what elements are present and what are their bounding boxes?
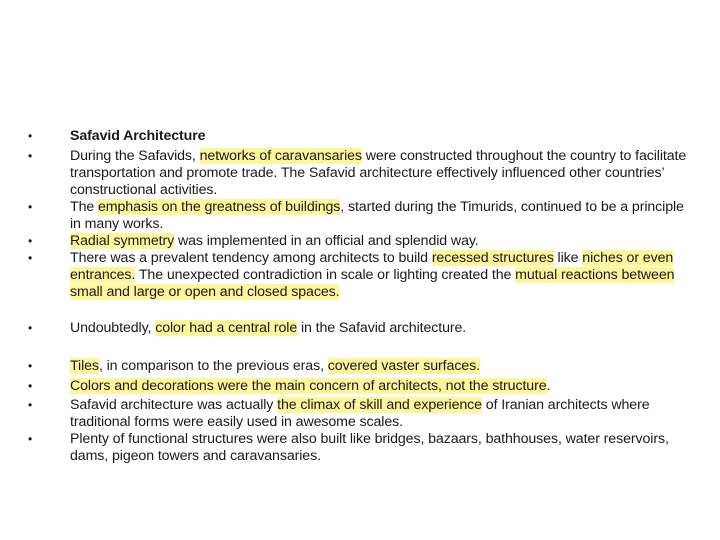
paragraph (70, 199, 690, 233)
text-run: like (553, 250, 583, 266)
paragraph (70, 358, 690, 375)
paragraph (70, 148, 690, 199)
bullet-dot: • (28, 379, 33, 393)
paragraph (70, 320, 690, 337)
text-run: There was a prevalent tendency among architects to build (70, 250, 432, 266)
bullet-dot: • (28, 129, 33, 143)
bullet-dot: • (28, 234, 33, 248)
text-run: of Iranian architects where traditional forms were easily used in awesome scales. (70, 397, 650, 430)
slide-title: Safavid Architecture (70, 128, 206, 144)
text-run: was implemented in an official and splendid way. (174, 233, 479, 249)
bullet-dot: • (28, 251, 33, 265)
highlighted-text: covered vaster surfaces. (327, 358, 480, 374)
bullet-dot: • (28, 398, 33, 412)
highlighted-text: Colors and decorations were the main concern of architects, not the structure (70, 378, 547, 394)
text-run: The (70, 199, 98, 215)
highlighted-text: Tiles (70, 358, 99, 374)
bullet-dot: • (28, 149, 33, 163)
paragraph (70, 397, 690, 431)
highlighted-text: recessed structures (431, 250, 554, 266)
text-run: Plenty of functional structures were also built like bridges, bazaars, bathhouses, water reservoirs, dams, pigeon towers and caravansaries. (70, 431, 669, 464)
text-run: The unexpected contradiction in scale or lighting created the (135, 267, 516, 283)
text-run: During the Safavids, (70, 148, 200, 164)
highlighted-text: emphasis on the greatness of buildings (98, 199, 341, 215)
text-run: Undoubtedly, (70, 320, 156, 336)
text-run: were constructed throughout the country to facilitate transportation and promote trade. The Safavid architecture effectively influenced other countries’ constructional activities. (70, 148, 687, 198)
text-run: . (546, 378, 551, 394)
bullet-dot: • (28, 321, 33, 335)
bullet-dot: • (28, 359, 33, 373)
highlighted-text: networks of caravansaries (199, 148, 362, 164)
text-run: , in comparison to the previous eras, (98, 358, 328, 374)
text-run: Safavid architecture was actually (70, 397, 278, 413)
paragraph (70, 250, 690, 301)
highlighted-text: Radial symmetry (70, 233, 175, 249)
paragraph (70, 431, 690, 465)
highlighted-text: color had a central role (155, 320, 298, 336)
highlighted-text: mutual reactions between small and large or open and closed spaces. (70, 267, 675, 300)
highlighted-text: niches or even entrances. (70, 250, 674, 283)
bullet-dot: • (28, 200, 33, 214)
bullet-dot: • (28, 432, 33, 446)
highlighted-text: the climax of skill and experience (277, 397, 482, 413)
text-run: in the Safavid architecture. (297, 320, 467, 336)
paragraph (70, 233, 690, 250)
paragraph (70, 378, 690, 395)
text-run: , started during the Timurids, continued to be a principle in many works. (70, 199, 684, 232)
